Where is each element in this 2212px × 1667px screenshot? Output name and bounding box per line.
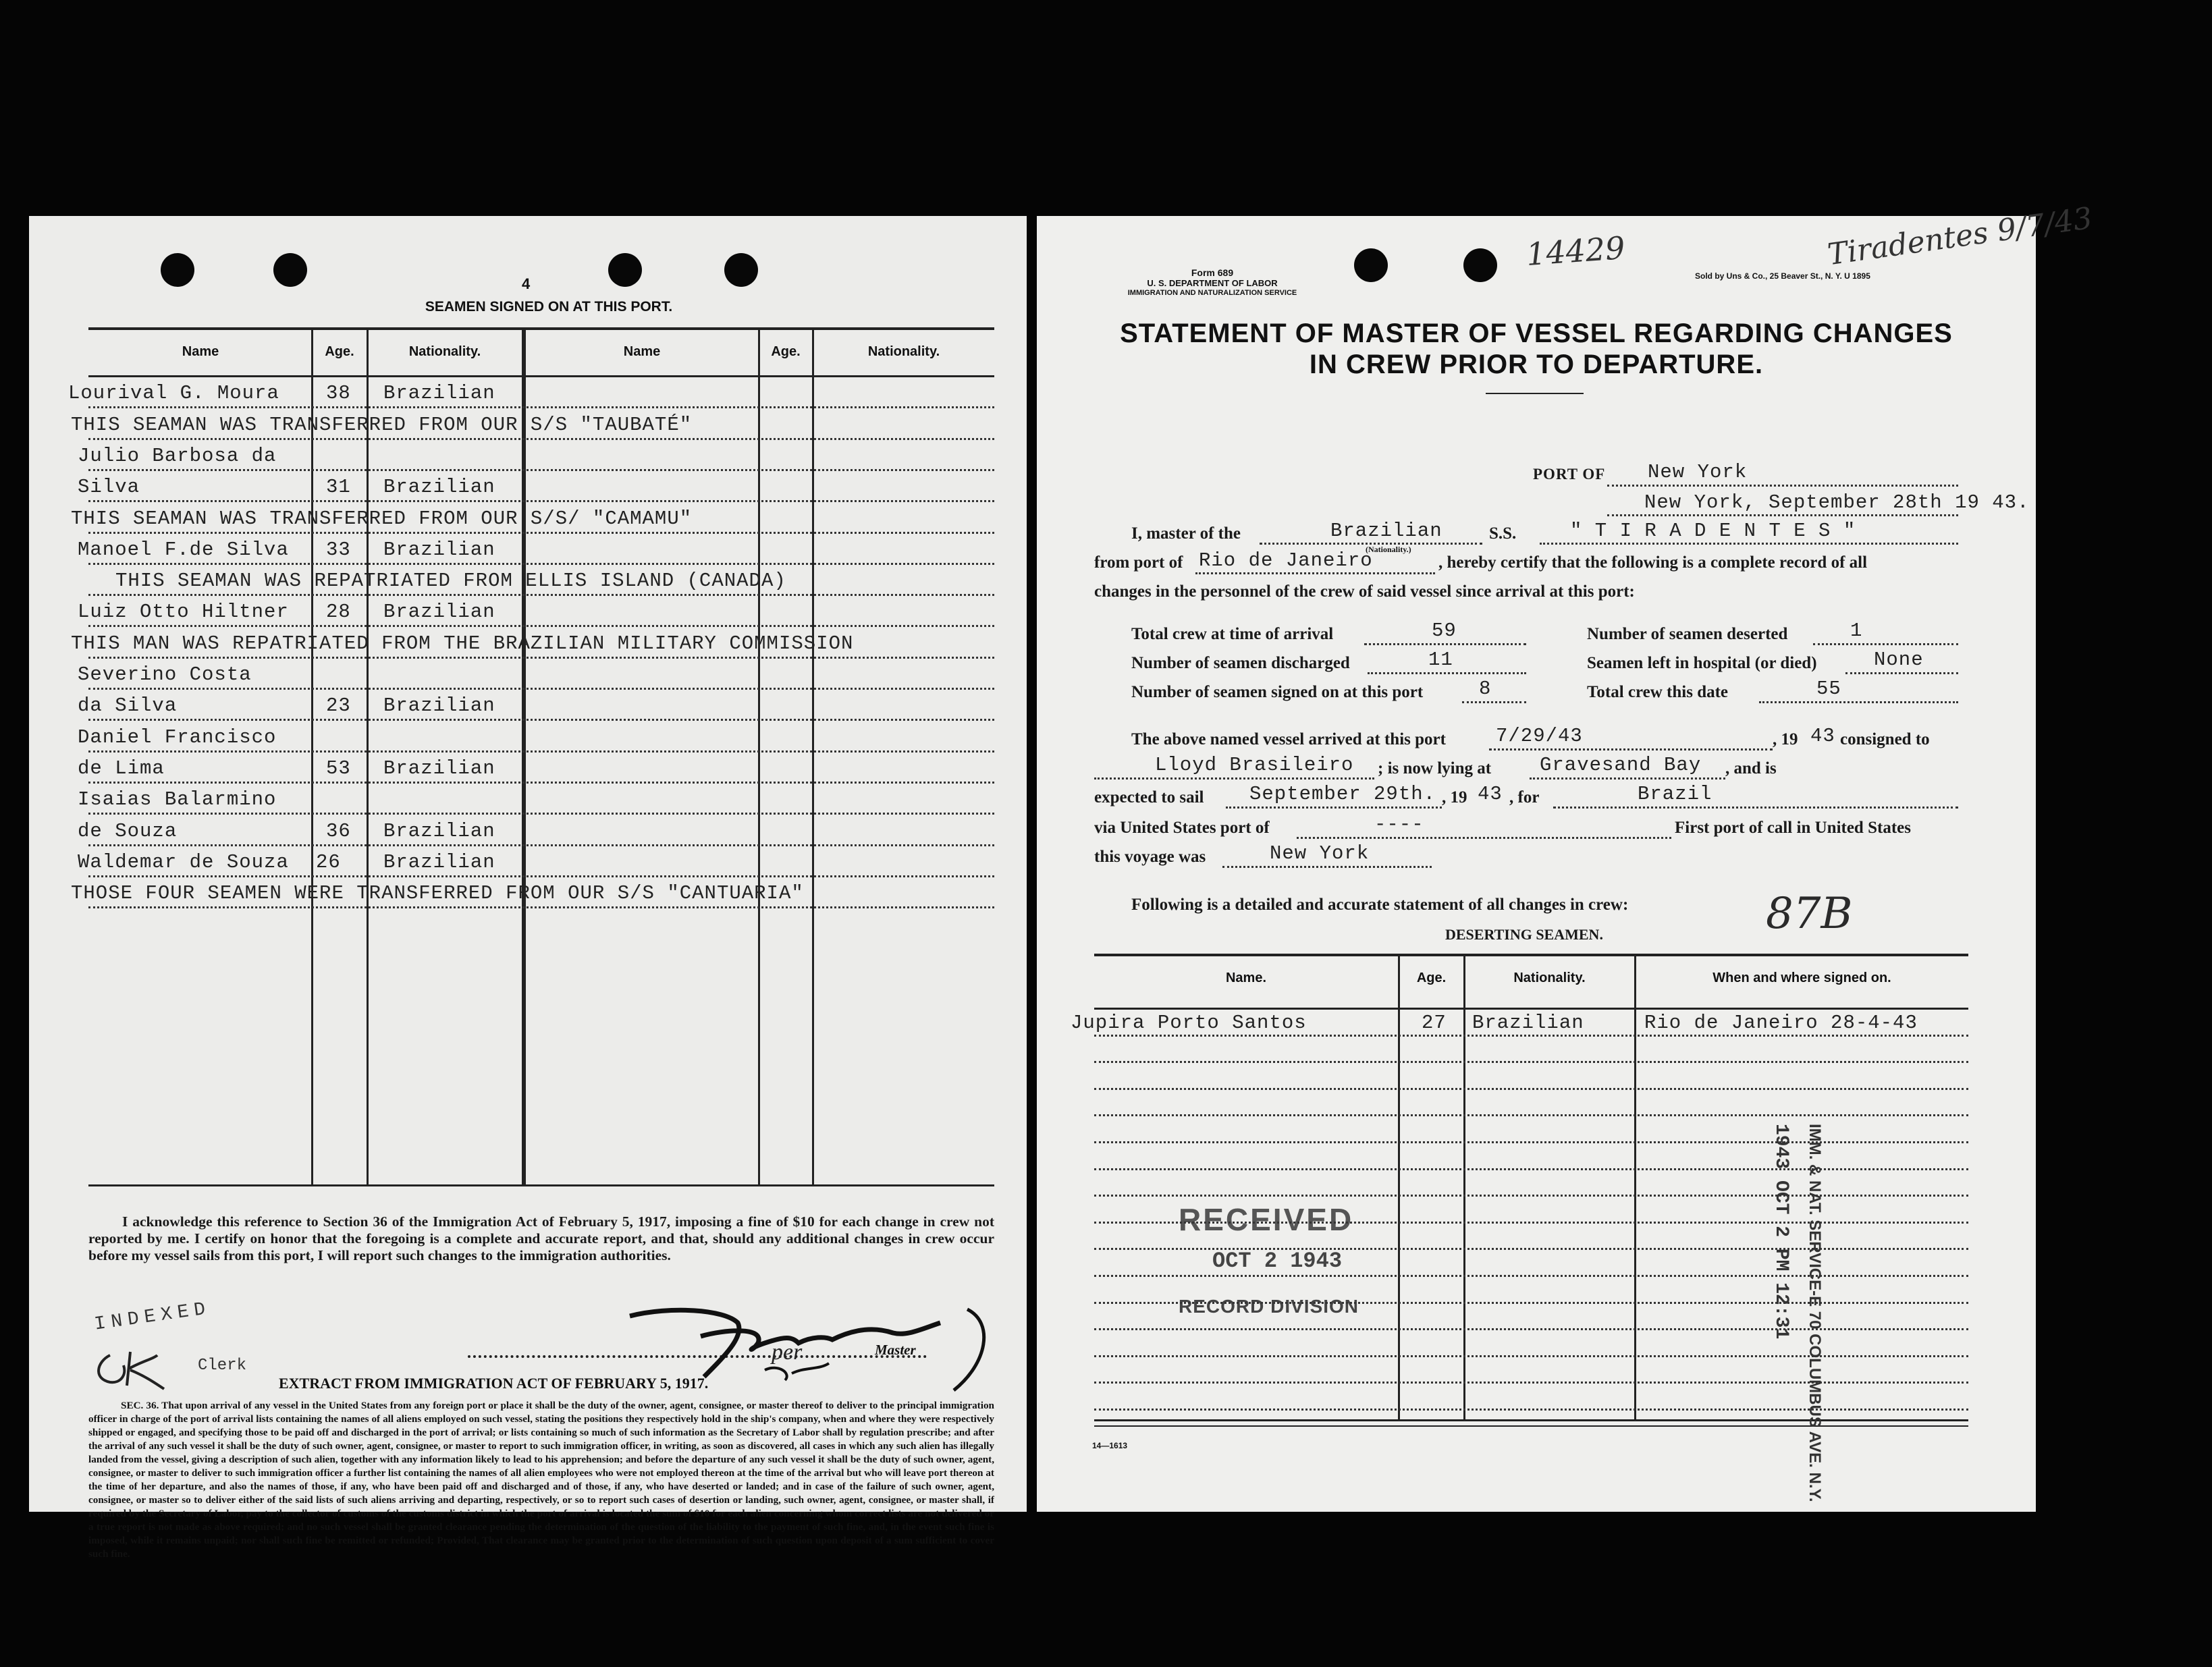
row-nationality: Brazilian bbox=[383, 601, 495, 624]
column-rule bbox=[1463, 954, 1465, 1419]
handwritten-87b: 87B bbox=[1766, 889, 1853, 939]
column-rule bbox=[367, 327, 369, 1184]
deserting-col-name: Name. bbox=[1225, 971, 1267, 985]
deserter-row-rule bbox=[1094, 1114, 1968, 1116]
date-value: New York, September 28th 19 43. bbox=[1644, 491, 2030, 514]
signed-on: 8 bbox=[1479, 678, 1492, 700]
deserter-row-rule bbox=[1094, 1035, 1968, 1037]
row-nationality: Brazilian bbox=[383, 538, 495, 561]
deserter-row-rule bbox=[1094, 1355, 1968, 1357]
ship-name-line bbox=[1540, 543, 1958, 545]
row-nationality: Brazilian bbox=[383, 476, 495, 499]
row-note: THIS SEAMAN WAS TRANSFERRED FROM OUR S/S/ "CAMAMU" bbox=[71, 507, 693, 530]
consignee-line bbox=[1094, 777, 1374, 780]
deserter-row-rule bbox=[1094, 1222, 1968, 1224]
record-division-stamp: RECORD DIVISION bbox=[1179, 1296, 1359, 1317]
row-name: Silva bbox=[78, 476, 140, 499]
deserter-name: Jupira Porto Santos bbox=[1071, 1011, 1307, 1034]
row-nationality: Brazilian bbox=[383, 694, 495, 717]
row-rule bbox=[88, 469, 994, 471]
row-name: Julio Barbosa da bbox=[78, 444, 277, 467]
deserter-row-rule bbox=[1094, 1248, 1968, 1250]
row-age: 26 bbox=[316, 850, 341, 873]
this-voyage-label: this voyage was bbox=[1094, 848, 1206, 866]
row-nationality: Brazilian bbox=[383, 757, 495, 780]
statement-title-line1: STATEMENT OF MASTER OF VESSEL REGARDING CHANGES bbox=[1120, 319, 1953, 348]
row-name: Isaias Balarmino bbox=[78, 788, 277, 811]
col-header-nationality: Nationality. bbox=[408, 344, 481, 359]
deserting-table-header-rule bbox=[1094, 1008, 1968, 1010]
total-crew-date: 55 bbox=[1816, 678, 1841, 700]
discharged: 11 bbox=[1428, 649, 1453, 671]
row-age: 36 bbox=[326, 819, 351, 842]
column-rule bbox=[758, 327, 760, 1184]
deserter-signed-on: Rio de Janeiro 28-4-43 bbox=[1644, 1011, 1918, 1034]
publisher-note: Sold by Uns & Co., 25 Beaver St., N. Y. U 1895 bbox=[1695, 271, 1870, 281]
row-rule bbox=[88, 625, 994, 627]
lying-at-label: ; is now lying at bbox=[1378, 759, 1492, 777]
row-name: Manoel F.de Silva bbox=[78, 538, 289, 561]
row-name: de Lima bbox=[78, 757, 165, 780]
following-text: Following is a detailed and accurate statement of all changes in crew: bbox=[1131, 896, 1629, 914]
row-rule bbox=[88, 782, 994, 784]
row-name: Lourival G. Moura bbox=[68, 382, 279, 405]
ss-label: S.S. bbox=[1489, 524, 1517, 543]
received-stamp-date: OCT 2 1943 bbox=[1212, 1249, 1343, 1274]
handwritten-corner-note: Tiradentes 9/7/43 bbox=[1825, 200, 2095, 273]
row-name: de Souza bbox=[78, 819, 178, 842]
row-name: da Silva bbox=[78, 694, 178, 717]
row-rule bbox=[88, 406, 994, 408]
via-label: via United States port of bbox=[1094, 819, 1270, 837]
deserted-label: Number of seamen deserted bbox=[1587, 625, 1788, 643]
changes-text: changes in the personnel of the crew of said vessel since arrival at this port: bbox=[1094, 582, 1635, 601]
date-line bbox=[1607, 514, 1958, 516]
consignee: Lloyd Brasileiro bbox=[1155, 754, 1354, 776]
row-rule bbox=[88, 719, 994, 721]
deserter-age: 27 bbox=[1422, 1011, 1447, 1034]
row-name: Severino Costa bbox=[78, 663, 252, 686]
row-note: THIS SEAMAN WAS TRANSFERRED FROM OUR S/S "TAUBATÉ" bbox=[71, 413, 693, 436]
deserted: 1 bbox=[1850, 620, 1863, 642]
punch-hole bbox=[273, 253, 307, 287]
row-rule bbox=[88, 813, 994, 815]
row-nationality: Brazilian bbox=[383, 850, 495, 873]
statement-title-line2: IN CREW PRIOR TO DEPARTURE. bbox=[1309, 350, 1764, 379]
expected-year: 43 bbox=[1478, 783, 1503, 805]
total-crew-arrival-label: Total crew at time of arrival bbox=[1131, 625, 1334, 643]
row-note: THIS MAN WAS REPATRIATED FROM THE BRAZILIAN MILITARY COMMISSION bbox=[71, 632, 854, 655]
row-rule bbox=[88, 657, 994, 659]
row-name: Waldemar de Souza bbox=[78, 850, 289, 873]
punch-hole bbox=[1354, 248, 1388, 282]
column-rule bbox=[522, 327, 526, 1184]
signed-on-label: Number of seamen signed on at this port bbox=[1131, 683, 1424, 701]
discharged-line bbox=[1368, 672, 1526, 674]
total-crew-date-label: Total crew this date bbox=[1587, 683, 1729, 701]
right-page bbox=[1037, 200, 2095, 1512]
handwritten-file-number: 14429 bbox=[1525, 229, 1627, 273]
ship-name: " T I R A D E N T E S " bbox=[1570, 520, 1856, 542]
title-underline bbox=[1486, 393, 1584, 394]
total-crew-arrival: 59 bbox=[1432, 620, 1457, 642]
deserter-nationality: Brazilian bbox=[1472, 1011, 1584, 1034]
left-page bbox=[29, 216, 1027, 1560]
punch-hole bbox=[161, 253, 194, 287]
hospital-label: Seamen left in hospital (or died) bbox=[1587, 654, 1817, 672]
expected-year-prefix: , 19 bbox=[1442, 788, 1467, 807]
row-rule bbox=[88, 906, 994, 908]
row-note: THOSE FOUR SEAMEN WERE TRANSFERRED FROM OUR S/S "CANTUARIA" bbox=[71, 882, 804, 905]
row-rule bbox=[88, 500, 994, 502]
from-port-line bbox=[1195, 572, 1435, 574]
master-label: Master bbox=[875, 1342, 916, 1358]
row-rule bbox=[88, 875, 994, 877]
port-of-value: New York bbox=[1648, 461, 1748, 483]
per-label: per bbox=[772, 1340, 803, 1365]
deserting-col-nationality: Nationality. bbox=[1513, 971, 1586, 985]
deserter-row-rule bbox=[1094, 1409, 1968, 1411]
vertical-time-stamp: 1943 OCT 2 PM 12:31 bbox=[1771, 1124, 1791, 1340]
deserting-table-bottom bbox=[1094, 1425, 1968, 1427]
row-rule bbox=[88, 844, 994, 846]
deserter-row-rule bbox=[1094, 1195, 1968, 1197]
expected-line bbox=[1226, 807, 1442, 809]
expected-label: expected to sail bbox=[1094, 788, 1204, 807]
deserting-col-when: When and where signed on. bbox=[1712, 971, 1891, 985]
column-rule bbox=[1398, 954, 1400, 1419]
master-of-the-label: I, master of the bbox=[1131, 524, 1241, 543]
deserted-line bbox=[1813, 643, 1958, 645]
row-name: Daniel Francisco bbox=[78, 726, 277, 748]
row-name: Luiz Otto Hiltner bbox=[78, 601, 289, 624]
row-rule bbox=[88, 563, 994, 565]
this-voyage-value: New York bbox=[1270, 842, 1370, 865]
arrived-label: The above named vessel arrived at this port bbox=[1131, 730, 1446, 748]
deserter-row-rule bbox=[1094, 1141, 1968, 1143]
col-header-nationality: Nationality. bbox=[867, 344, 940, 359]
page-number: 4 bbox=[522, 275, 531, 292]
table-header-rule bbox=[88, 375, 994, 377]
hospital: None bbox=[1874, 649, 1924, 671]
vertical-service-stamp: IMM. & NAT. SERVICE-E 70 COLUMBUS AVE. N.Y. bbox=[1806, 1124, 1824, 1502]
arrived-line bbox=[1489, 748, 1773, 750]
punch-hole bbox=[724, 253, 758, 287]
lying-at-line bbox=[1530, 777, 1725, 780]
col-header-name: Name bbox=[182, 344, 219, 359]
immigration-act-text: SEC. 36. That upon arrival of any vessel in the United States from any foreign port or place it shall be the duty of the owner, agent, consignee, or master thereof to deliver to the principal immigration officer in charge of the port of arrival lists containing the names of all aliens employed on such vessel, stating the positions they respectively hold in the ship's company, when and where they were respectively shipped or engaged, and specifying those to be paid off and discharged in the port of arrival; or lists containing so much of such information as the Secretary of Labor shall by regulation prescribe; and after the arrival of any such vessel it shall be the duty of such owner, agent, consignee, or master to report to such immigration officer, in writing, as soon as discovered, all cases in which any such alien has illegally landed from the vessel, giving a description of such alien, together with any information likely to lead to his apprehension; and before the departure of any such vessel it shall be the duty of such owner, agent, consignee, or master to deliver to such immigration officer a further list containing the names of all alien employees who were not employed thereon at the time of the arrival but who will leave port thereon at the time of her departure, and also the names of those, if any, who have been paid off and discharged and of those, if any, who have deserted or landed; and in case of the failure of such owner, agent, consignee, or master so to deliver either of the said lists of such aliens arriving and departing, respectively, or so to report such cases of desertion or landing, such owner, agent, consignee, or master shall, if required by the Secretary of Labor, pay to the collector of customs of the customs district in which the port of arrival is located the sum of $10 for each alien concerning whom correct lists are not delivered or a true report is not made as above required; and no such vessel shall be granted clearance pending the determination of the question of the liability to the payment of such fine, and, in the event such fine is imposed, while it remains unpaid; nor shall such fine be remitted or refunded; Provided, That clearance may be granted prior to the determination of such question upon deposit of a sum sufficient to cover such fine. bbox=[88, 1400, 994, 1560]
port-of-line bbox=[1607, 485, 1958, 487]
extract-title: EXTRACT FROM IMMIGRATION ACT OF FEBRUARY 5, 1917. bbox=[279, 1375, 709, 1392]
via-line bbox=[1297, 837, 1671, 839]
deserter-row-rule bbox=[1094, 1302, 1968, 1304]
service-name: IMMIGRATION AND NATURALIZATION SERVICE bbox=[1127, 289, 1297, 297]
row-age: 38 bbox=[326, 382, 351, 405]
from-port-label: from port of bbox=[1094, 553, 1183, 572]
nationality-value: Brazilian bbox=[1330, 520, 1442, 542]
row-rule bbox=[88, 532, 994, 534]
signed-on-line bbox=[1462, 701, 1526, 703]
deserting-table-top bbox=[1094, 954, 1968, 956]
for-label: , for bbox=[1509, 788, 1540, 807]
deserter-row-rule bbox=[1094, 1275, 1968, 1277]
row-age: 23 bbox=[326, 694, 351, 717]
expected-value: September 29th. bbox=[1249, 783, 1436, 805]
total-crew-arrival-line bbox=[1364, 643, 1526, 645]
hospital-line bbox=[1845, 672, 1958, 674]
row-age: 33 bbox=[326, 538, 351, 561]
acknowledgment-text: I acknowledge this reference to Section 36 of the Immigration Act of February 5, 1917, imposing a fine of $10 for each change in crew not reported by me. I certify on honor that the foregoing is a complete and accurate report, and that, should any additional changes in crew occur before my vessel sails from this port, I will report such changes to the immigration authorities. bbox=[88, 1213, 994, 1263]
form-footer-code: 14—1613 bbox=[1092, 1441, 1128, 1450]
clerk-label: Clerk bbox=[198, 1357, 247, 1375]
total-crew-date-line bbox=[1759, 701, 1958, 703]
col-header-name: Name bbox=[623, 344, 661, 359]
deserting-table-bottom bbox=[1094, 1419, 1968, 1421]
discharged-label: Number of seamen discharged bbox=[1131, 654, 1350, 672]
received-stamp: RECEIVED bbox=[1179, 1202, 1354, 1237]
section-title: SEAMEN SIGNED ON AT THIS PORT. bbox=[425, 299, 673, 315]
port-of-label: PORT OF bbox=[1533, 466, 1606, 483]
department-name: U. S. DEPARTMENT OF LABOR bbox=[1147, 278, 1278, 288]
row-rule bbox=[88, 688, 994, 690]
row-age: 28 bbox=[326, 601, 351, 624]
deserter-row-rule bbox=[1094, 1088, 1968, 1090]
form-number: Form 689 bbox=[1191, 267, 1234, 278]
deserter-row-rule bbox=[1094, 1168, 1968, 1170]
via-value: ---- bbox=[1374, 813, 1424, 836]
punch-hole bbox=[1463, 248, 1497, 282]
table-bottom-rule bbox=[88, 1184, 994, 1186]
consigned-to-label: consigned to bbox=[1840, 730, 1930, 748]
col-header-age: Age. bbox=[325, 344, 354, 359]
row-age: 31 bbox=[326, 476, 351, 499]
lying-at: Gravesand Bay bbox=[1540, 754, 1702, 776]
arrived-value: 7/29/43 bbox=[1496, 725, 1583, 747]
column-rule bbox=[812, 327, 814, 1184]
for-line bbox=[1553, 807, 1958, 809]
clerk-initials-signature bbox=[90, 1342, 198, 1396]
indexed-stamp: INDEXED bbox=[93, 1298, 213, 1336]
deserter-row-rule bbox=[1094, 1061, 1968, 1063]
arrived-year-prefix: , 19 bbox=[1773, 730, 1798, 748]
this-voyage-line bbox=[1222, 866, 1432, 868]
deserting-title: DESERTING SEAMEN. bbox=[1445, 926, 1603, 943]
row-age: 53 bbox=[326, 757, 351, 780]
row-rule bbox=[88, 594, 994, 596]
row-rule bbox=[88, 750, 994, 753]
for-value: Brazil bbox=[1638, 783, 1712, 805]
first-port-label: First port of call in United States bbox=[1675, 819, 1911, 837]
row-nationality: Brazilian bbox=[383, 819, 495, 842]
column-rule bbox=[1634, 954, 1636, 1419]
nationality-caption: (Nationality.) bbox=[1366, 545, 1411, 554]
deserter-row-rule bbox=[1094, 1382, 1968, 1384]
from-port-value: Rio de Janeiro bbox=[1199, 549, 1373, 572]
deserter-row-rule bbox=[1094, 1328, 1968, 1330]
and-is-label: , and is bbox=[1725, 759, 1777, 777]
row-rule bbox=[88, 438, 994, 440]
arrived-year: 43 bbox=[1810, 725, 1835, 747]
punch-hole bbox=[608, 253, 642, 287]
deserting-col-age: Age. bbox=[1416, 971, 1447, 985]
certify-text: , hereby certify that the following is a complete record of all bbox=[1438, 553, 1868, 572]
row-nationality: Brazilian bbox=[383, 382, 495, 405]
table-top-rule bbox=[88, 327, 994, 330]
col-header-age: Age. bbox=[771, 344, 801, 359]
column-rule bbox=[311, 327, 313, 1184]
row-note: THIS SEAMAN WAS REPATRIATED FROM ELLIS ISLAND (CANADA) bbox=[115, 570, 786, 593]
